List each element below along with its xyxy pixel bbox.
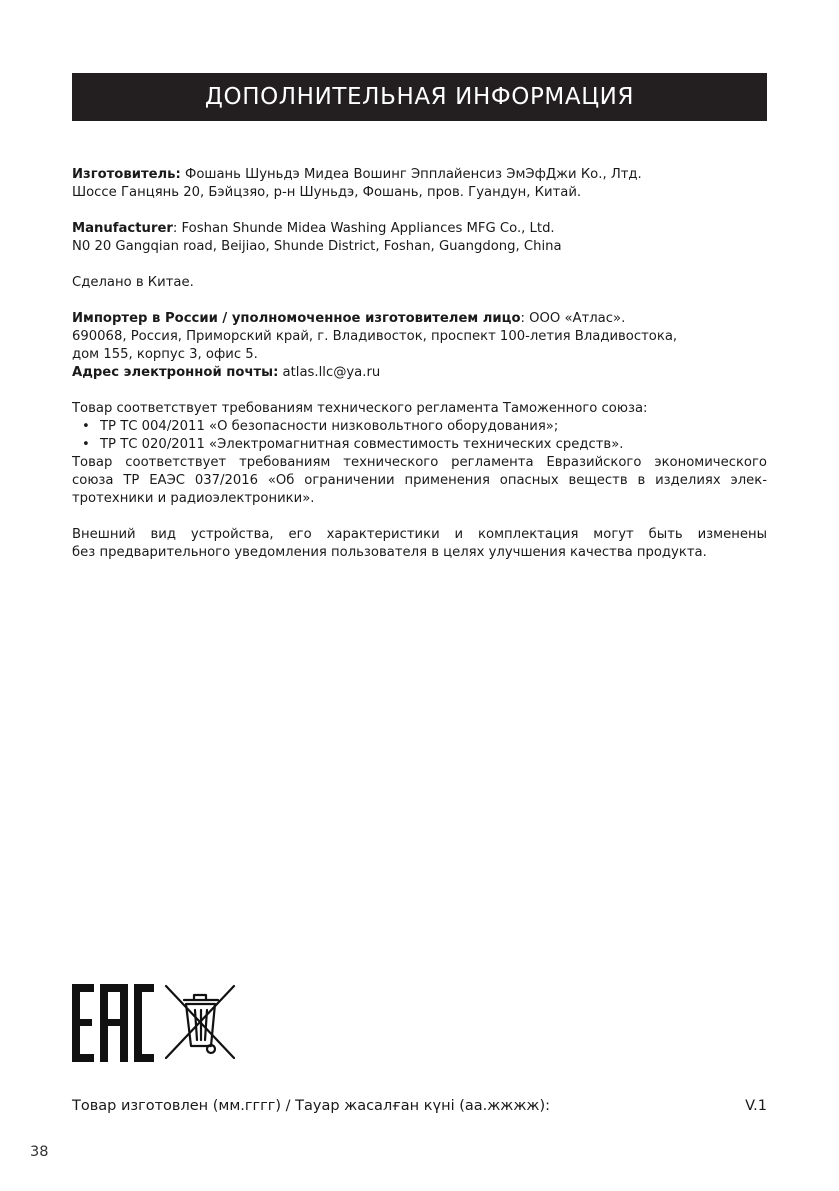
crossed-out-wheelie-bin-icon: [162, 980, 238, 1062]
disclaimer-block: [72, 526, 767, 562]
importer-name: : ООО «Атлас».: [520, 311, 626, 326]
importer-address-line-1: 690068, Россия, Приморский край, г. Владивосток, проспект 100-летия Владивостока,: [72, 329, 678, 344]
manufacturer-en-block: [72, 220, 767, 256]
version-label: V.1: [745, 1098, 767, 1114]
compliance-block: [72, 400, 767, 508]
regulation-list: [72, 418, 767, 454]
importer-address-line-2: дом 155, корпус 3, офис 5.: [72, 347, 258, 362]
importer-email-line: [72, 364, 767, 382]
made-in-text: Сделано в Китае.: [72, 275, 194, 290]
email-value: atlas.llc@ya.ru: [278, 365, 381, 380]
list-item: • ТР ТС 020/2011 «Электромагнитная совместимость технических средств».: [80, 436, 767, 454]
disclaimer-line-1: Внешний вид устройства, его характеристики и комплектация могут быть изменены: [72, 527, 767, 542]
made-in-block: [72, 274, 767, 292]
manufacturer-ru-name: Фошань Шуньдэ Мидеа Вошинг Эпплайенсиз ЭмЭфДжи Ко., Лтд.: [180, 167, 642, 182]
disclaimer-line-2: без предварительного уведомления пользователя в целях улучшения качества продукта.: [72, 545, 707, 560]
manufacture-date-label: Товар изготовлен (мм.гггг) / Тауар жасалған күні (аа.жжжж):: [72, 1098, 551, 1114]
manufacturer-ru-address: Шоссе Ганцянь 20, Бэйцзяо, р-н Шуньдэ, Фошань, пров. Гуандун, Китай.: [72, 185, 582, 200]
email-label: Адрес электронной почты:: [72, 365, 279, 380]
manufacturer-ru-label: Изготовитель:: [72, 167, 181, 182]
eaeu-line-3: тротехники и радиоэлектроники».: [72, 491, 315, 506]
certification-marks: [72, 980, 238, 1062]
eac-mark-icon: [72, 980, 154, 1062]
compliance-intro: Товар соответствует требованиям технического регламента Таможенного союза:: [72, 401, 648, 416]
importer-label: Импортер в России / уполномоченное изготовителем лицо: [72, 311, 521, 326]
footer: [72, 1098, 767, 1114]
importer-block: [72, 310, 767, 382]
page-number: 38: [30, 1144, 49, 1160]
section-title: ДОПОЛНИТЕЛЬНАЯ ИНФОРМАЦИЯ: [204, 84, 635, 110]
manufacturer-en-label: Manufacturer: [72, 221, 173, 236]
manufacturer-ru-line: [72, 166, 767, 184]
list-item: • ТР ТС 004/2011 «О безопасности низковольтного оборудования»;: [80, 418, 767, 436]
manufacturer-ru-block: [72, 166, 767, 202]
manufacturer-en-name: : Foshan Shunde Midea Washing Appliances MFG Co., Ltd.: [172, 221, 555, 236]
importer-line: [72, 310, 767, 328]
manufacturer-en-line: [72, 220, 767, 238]
manufacturer-en-address: N0 20 Gangqian road, Beijiao, Shunde District, Foshan, Guangdong, China: [72, 239, 562, 254]
eaeu-line-2: союза ТР ЕАЭС 037/2016 «Об ограничении применения опасных веществ в изделиях элек-: [72, 473, 767, 488]
eaeu-line-1: Товар соответствует требованиям технического регламента Евразийского экономического: [72, 455, 767, 470]
document-body: [72, 166, 767, 562]
section-header: [72, 73, 767, 121]
